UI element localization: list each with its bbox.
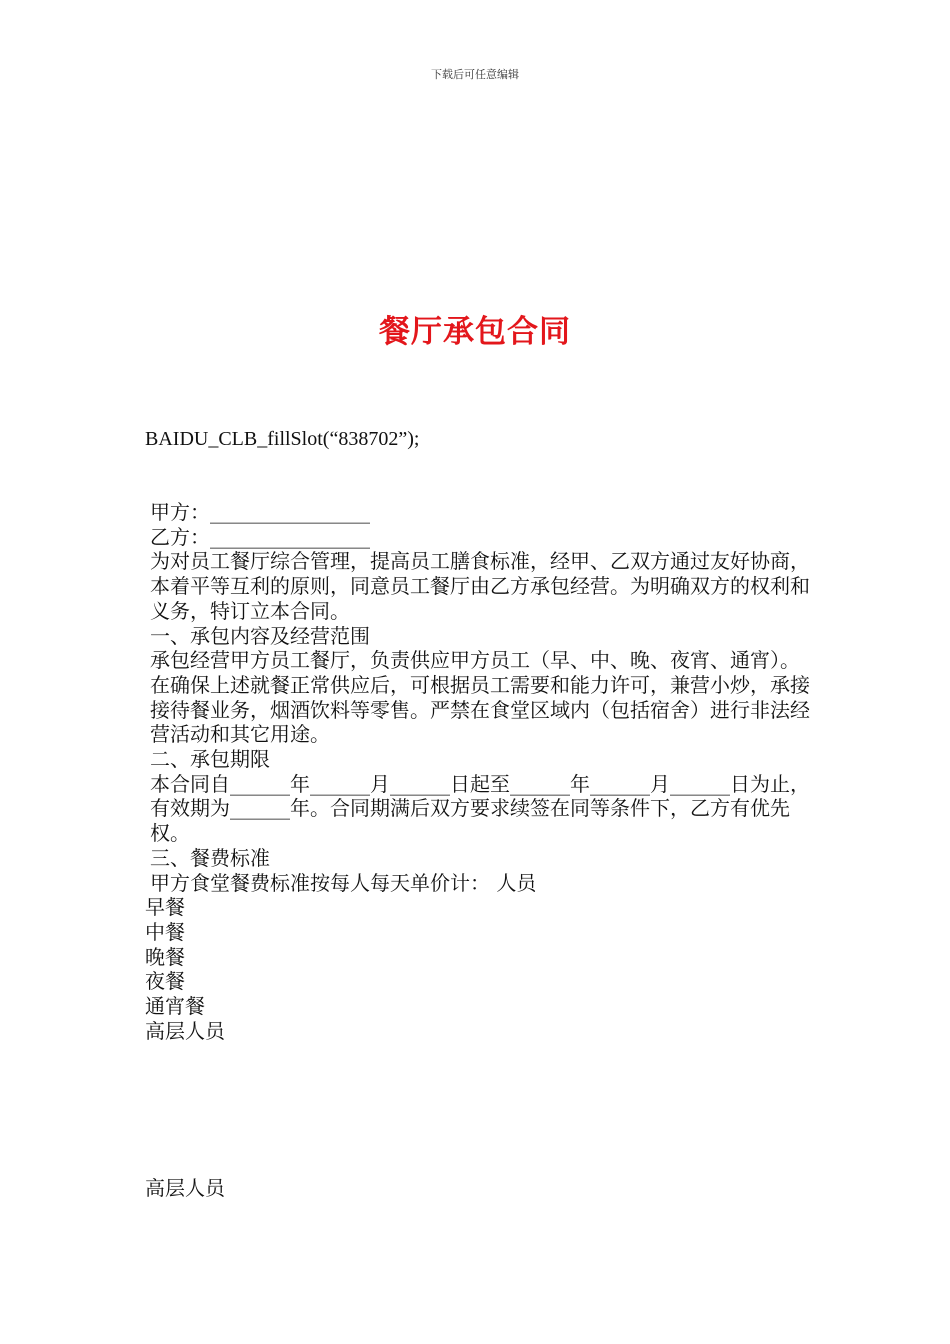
header-note: 下载后可任意编辑 xyxy=(431,68,519,81)
meal-row: 早餐 xyxy=(145,895,185,920)
document-body xyxy=(145,500,813,1043)
code-line: BAIDU_CLB_fillSlot(“838702”); xyxy=(145,428,420,450)
section-3-paragraph: 甲方食堂餐费标准按每人每天单价计： 人员 xyxy=(150,870,537,895)
section-heading-3: 三、餐费标准 xyxy=(150,845,270,870)
section-2-paragraph: 本合同自______年______月______日起至______年______月______日为止，有效期为______年。合同期满后双方要求续签在同等条件下，乙方有优先权。 xyxy=(150,771,810,846)
meal-row: 通宵餐 xyxy=(145,994,205,1019)
intro-paragraph: 为对员工餐厅综合管理，提高员工膳食标准，经甲、乙双方通过友好协商，本着平等互利的原则，同意员工餐厅由乙方承包经营。为明确双方的权利和义务，特订立本合同。 xyxy=(150,549,810,623)
document-title: 餐厅承包合同 xyxy=(379,314,571,350)
section-heading-1: 一、承包内容及经营范围 xyxy=(150,623,370,648)
section-1-paragraph: 承包经营甲方员工餐厅，负责供应甲方员工（早、中、晚、夜宵、通宵）。在确保上述就餐正常供应后，可根据员工需要和能力许可，兼营小炒，承接接待餐业务，烟酒饮料等零售。严禁在食堂区域内（包括宿舍）进行非法经营活动和其它用途。 xyxy=(150,648,810,747)
meal-row: 晚餐 xyxy=(145,944,185,969)
tail-text: 高层人员 xyxy=(145,1176,225,1200)
section-heading-2: 二、承包期限 xyxy=(150,747,270,772)
meal-row: 中餐 xyxy=(145,919,185,944)
meal-row: 夜餐 xyxy=(145,969,185,994)
party-a-line: 甲方：________________ xyxy=(150,500,370,524)
party-b-line: 乙方：________________ xyxy=(150,524,370,549)
meal-row: 高层人员 xyxy=(145,1018,225,1043)
